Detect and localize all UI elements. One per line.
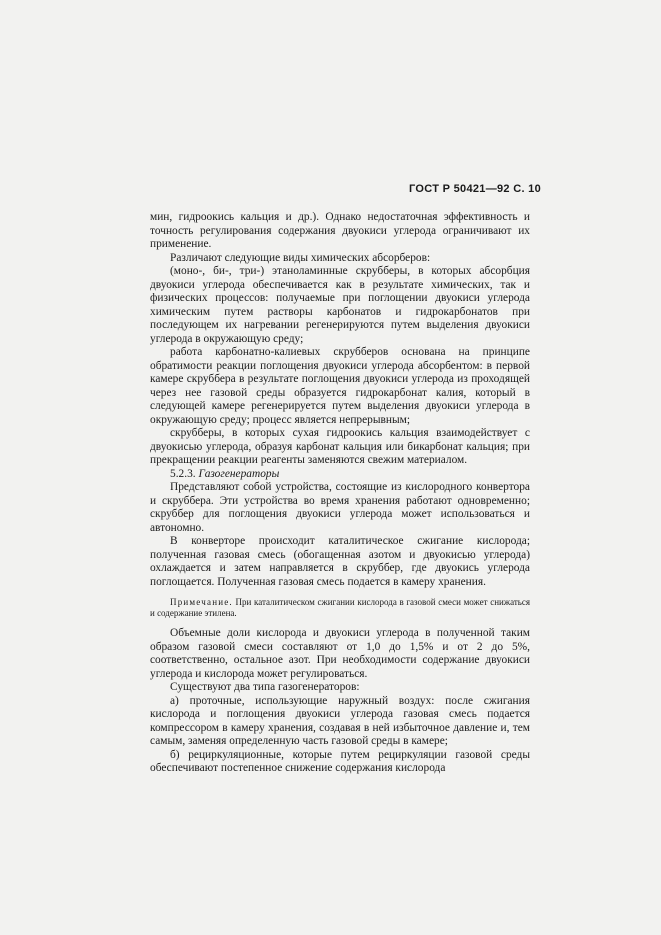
spacer xyxy=(150,619,530,627)
note xyxy=(150,597,530,619)
paragraph-volume-fractions: Объемные доли кислорода и двуокиси углерода в полученной таким образом газовой смеси составляют от 1,0 до 1,5% и от 2 до 5%, соответственно, остальное азот. При необходимости содержание двуокиси углерода и кислорода может регулироваться. xyxy=(150,627,530,680)
paragraph-generator-types-intro: Существуют два типа газогенераторов: xyxy=(170,681,360,693)
page-header: ГОСТ Р 50421—92 С. 10 xyxy=(409,183,541,195)
subsection-title: Газогенераторы xyxy=(198,467,280,480)
document-body xyxy=(150,211,530,776)
note-label: Примечание. xyxy=(170,597,233,607)
paragraph-calcium-hydroxide-scrubbers: скрубберы, в которых сухая гидроокись кальция взаимодействует с двуокисью углерода, образуя карбонат кальция или бикарбонат кальция; при прекращении реакции реагенты заменяются свежим материалом. xyxy=(150,427,530,466)
paragraph-flow-type: а) проточные, использующие наружный воздух: после сжигания кислорода и поглощения двуокиси углерода газовая смесь подается компрессором в камеру хранения, создавая в ней избыточное давление и, тем самым, заменяя определенную часть газовой среды в камере; xyxy=(150,694,530,747)
paragraph-converter-process: В конверторе происходит каталитическое сжигание кислорода; полученная газовая смесь (обогащенная азотом и двуокисью углерода) охлаждается и затем направляется в скруббер, где двуокись углерода поглощается. Полученная газовая смесь подается в камеру хранения. xyxy=(150,535,530,588)
paragraph-ethanolamine-scrubbers: (моно-, би-, три-) этаноламинные скрубберы, в которых абсорбция двуокиси углерода обеспечивается как в результате химических, так и физических процессов: получаемые при поглощении двуокиси углерода химическим путем растворы карбонатов и гидрокарбонатов при последующем их нагревании регенерируются путем выделения двуокиси углерода в окружающую среду; xyxy=(150,265,530,345)
paragraph-continuation: мин, гидроокись кальция и др.). Однако недостаточная эффективность и точность регулирования содержания двуокиси углерода ограничивают их применение. xyxy=(150,211,530,250)
paragraph-recirculation-type: б) рециркуляционные, которые путем рециркуляции газовой среды обеспечивают постепенное снижение содержания кислорода xyxy=(150,748,530,774)
note-text: При каталитическом сжигании кислорода в газовой смеси может снижаться и содержание этилена. xyxy=(150,597,531,618)
subsection-heading xyxy=(150,468,530,482)
paragraph-potassium-carbonate-scrubbers: работа карбонатно-калиевых скрубберов основана на принципе обратимости реакции поглощения двуокиси углерода абсорбентом: в первой камере скруббера в результате поглощения двуокиси углерода из проходящей через нее газовой среды образуется гидрокарбонат калия, который в следующей камере регенерируется путем выделения двуокиси углерода в окружающую среду; процесс является непрерывным; xyxy=(150,346,530,426)
paragraph-absorber-types-intro: Различают следующие виды химических абсорберов: xyxy=(170,251,431,264)
paragraph-gas-generators-description: Представляют собой устройства, состоящие из кислородного конвертора и скруббера. Эти устройства во время хранения работают одновременно; скруббер для поглощения двуокиси углерода может использоваться и автономно. xyxy=(150,481,530,534)
spacer xyxy=(150,589,530,597)
subsection-number: 5.2.3. xyxy=(170,467,196,480)
